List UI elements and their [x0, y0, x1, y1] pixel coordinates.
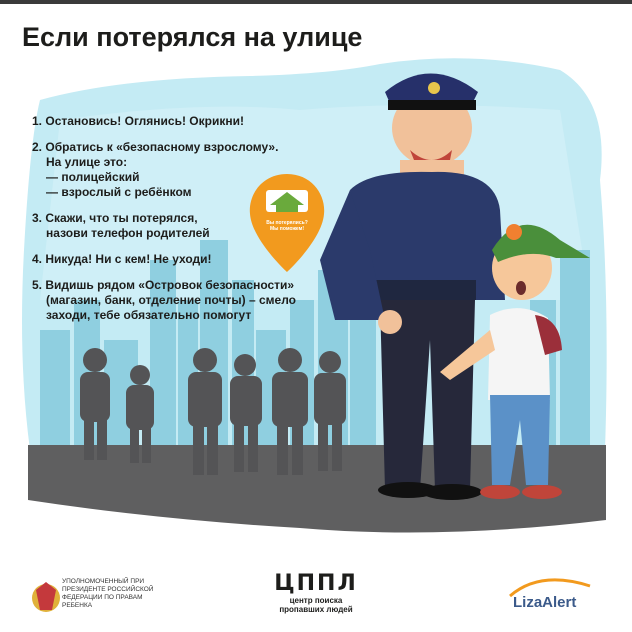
rule-text: Скажи, что ты потерялся, — [45, 211, 198, 225]
rule-text: Обратись к «безопасному взрослому». — [45, 140, 279, 154]
road — [28, 445, 606, 533]
ombudsman-logo — [28, 574, 178, 624]
rule-text-line2: (магазин, банк, отделение почты) – смело — [46, 293, 297, 307]
lizaalert-logo — [505, 580, 605, 620]
rule-4 — [32, 252, 332, 267]
rule-sub-list — [32, 170, 332, 200]
rule-sub-intro: На улице это: — [46, 155, 128, 169]
rule-number: 5. — [32, 278, 43, 292]
rule-2 — [32, 140, 332, 200]
rule-sub-item: — полицейский — [46, 170, 140, 184]
rule-text-line2: назови телефон родителей — [46, 226, 210, 240]
rule-text: Никуда! Ни с кем! Не уходи! — [45, 252, 212, 266]
rule-text: Видишь рядом «Островок безопасности» — [45, 278, 295, 292]
cppl-logo — [268, 572, 364, 622]
cppl-subtitle-1: центр поиска — [289, 596, 343, 605]
cppl-subtitle-2: пропавших людей — [279, 605, 353, 614]
page-title: Если потерялся на улице — [22, 22, 363, 52]
cppl-logo-mark: ЦППЛ — [274, 571, 358, 596]
lizaalert-text: LizaAlert — [513, 594, 577, 611]
ombudsman-text: УПОЛНОМОЧЕННЫЙ ПРИ ПРЕЗИДЕНТЕ РОССИЙСКОЙ ФЕДЕРАЦИИ ПО ПРАВАМ РЕБЕНКА — [62, 578, 154, 609]
rule-5 — [32, 278, 332, 323]
rule-text-line3: заходи, тебе обязательно помогут — [46, 308, 252, 322]
rule-number: 1. — [32, 114, 43, 128]
pin-caption — [252, 220, 322, 232]
rule-sub-item: — взрослый с ребёнком — [46, 185, 192, 199]
pin-line-1: Вы потерялись? — [266, 220, 308, 226]
rule-number: 2. — [32, 140, 43, 154]
rule-number: 3. — [32, 211, 43, 225]
pin-line-2: Мы поможем! — [269, 226, 304, 232]
rule-number: 4. — [32, 252, 43, 266]
rule-text: Остановись! Оглянись! Окрикни! — [45, 114, 244, 128]
rule-1 — [32, 114, 332, 129]
